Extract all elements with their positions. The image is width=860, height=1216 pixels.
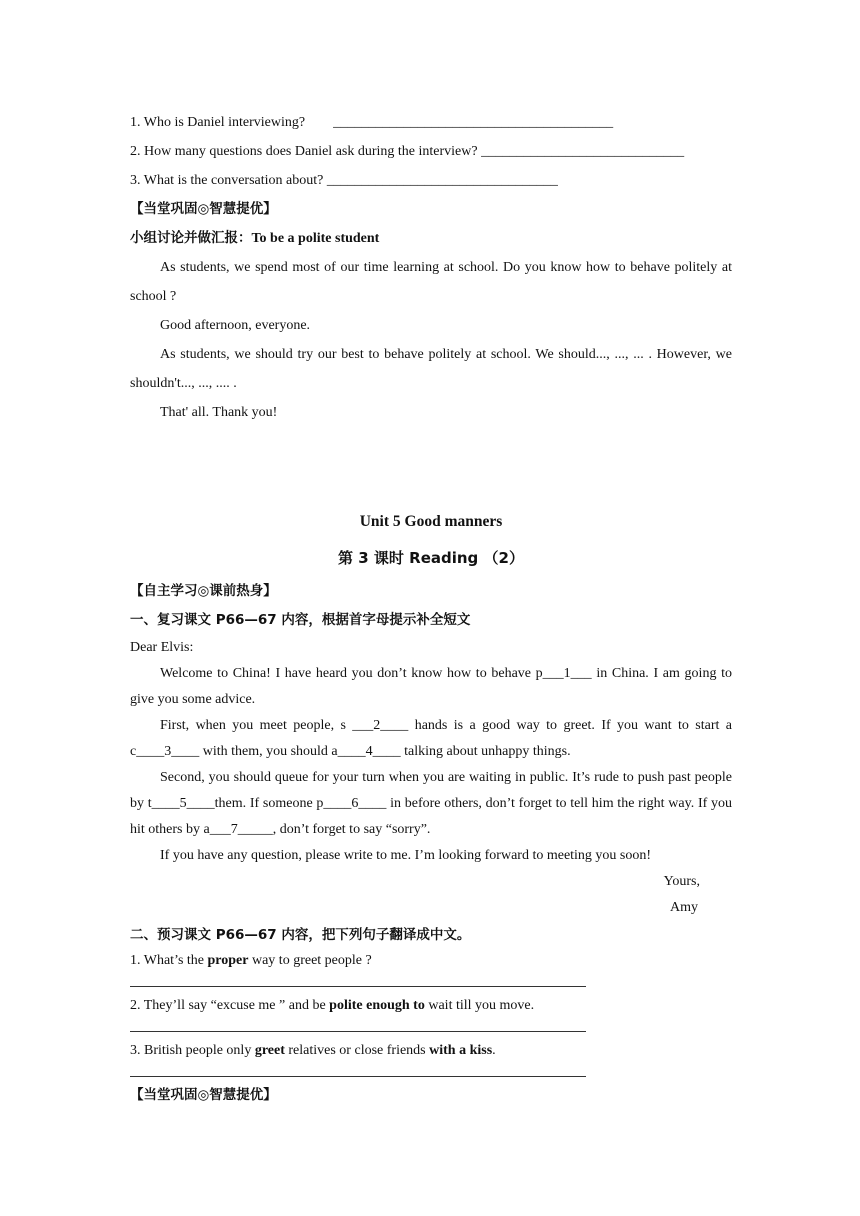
- translate-sentence-2: 2. They’ll say “excuse me ” and be polite enough to wait till you move.: [130, 998, 535, 1013]
- section-heading-consolidate-2: 【当堂巩固◎智慧提优】: [130, 1087, 277, 1103]
- question-3: 3. What is the conversation about? _________________________________: [130, 173, 558, 188]
- part-1-heading: 一、复习课文 P66—67 内容，根据首字母提示补全短文: [130, 612, 471, 628]
- speech-paragraph-2: Good afternoon, everyone.: [160, 318, 311, 333]
- section-heading-self-study: 【自主学习◎课前热身】: [130, 583, 277, 599]
- translate-sentence-1: 1. What’s the proper way to greet people ?: [130, 953, 372, 968]
- letter-paragraph-4: If you have any question, please write to me. I’m looking forward to meeting you soon!: [160, 848, 652, 863]
- question-2: 2. How many questions does Daniel ask during the interview? _____________________________: [130, 144, 685, 159]
- speech-paragraph-4: That' all. Thank you!: [160, 405, 278, 420]
- letter-signature: Amy: [670, 900, 698, 915]
- worksheet-page: [130, 108, 732, 1110]
- speech-paragraph-3: As students, we should try our best to behave politely at school. We should..., ..., ... . However, we shouldn't..., ..., .... .: [130, 347, 732, 391]
- lesson-title: 第 3 课时 Reading （2）: [338, 549, 524, 567]
- unit-title: Unit 5 Good manners: [359, 513, 503, 530]
- answer-line[interactable]: [130, 972, 586, 987]
- letter-paragraph-3: Second, you should queue for your turn when you are waiting in public. It’s rude to push past people by t____5____them. If someone p____6____ in before others, don’t forget to tell him the right way. If you hit others by a___7_____, don’t forget to say “sorry”.: [130, 770, 732, 837]
- letter-salutation: Dear Elvis:: [130, 640, 194, 655]
- letter-paragraph-1: Welcome to China! I have heard you don’t know how to behave p___1___ in China. I am going to give you some advice.: [130, 666, 732, 707]
- letter-paragraph-2: First, when you meet people, s ___2____ hands is a good way to greet. If you want to start a c____3____ with them, you should a____4____ talking about unhappy things.: [130, 718, 732, 759]
- answer-line[interactable]: [130, 1017, 586, 1032]
- translate-sentence-3: 3. British people only greet relatives or close friends with a kiss.: [130, 1043, 496, 1058]
- answer-line[interactable]: [130, 1062, 586, 1077]
- group-task: 小组讨论并做汇报：To be a polite student: [130, 230, 380, 246]
- speech-paragraph-1: As students, we spend most of our time learning at school. Do you know how to behave politely at school ?: [130, 260, 732, 304]
- letter-closing: Yours,: [663, 874, 700, 889]
- section-heading-consolidate: 【当堂巩固◎智慧提优】: [130, 201, 277, 217]
- question-1: 1. Who is Daniel interviewing? ________________________________________: [130, 115, 614, 130]
- part-2-heading: 二、预习课文 P66—67 内容，把下列句子翻译成中文。: [130, 927, 471, 943]
